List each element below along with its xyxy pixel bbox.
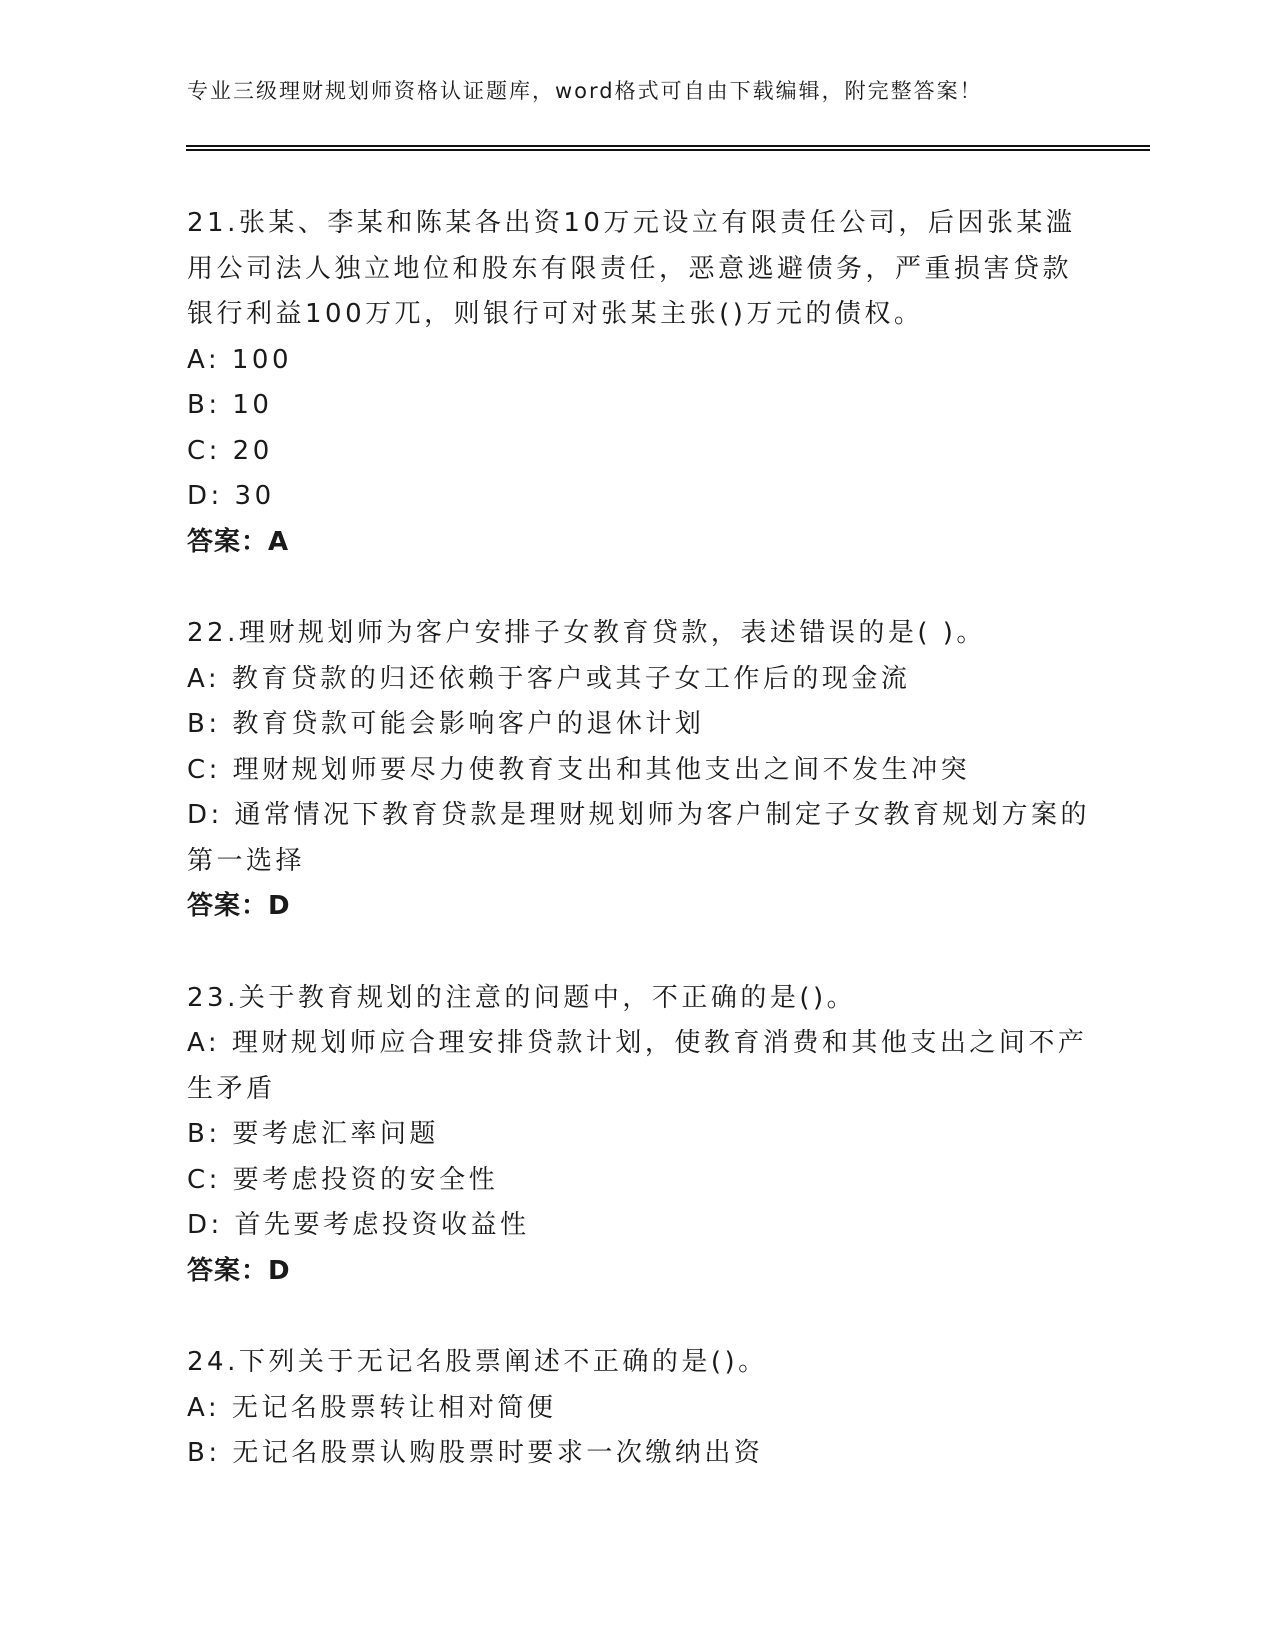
question-stem-line: 用公司法人独立地位和股东有限责任，恶意逃避债务，严重损害贷款	[187, 253, 1073, 284]
option-a-continued: 生矛盾	[187, 1073, 276, 1104]
option-d-continued: 第一选择	[187, 845, 306, 876]
option-a: A: 100	[187, 344, 292, 375]
option-d: D: 首先要考虑投资收益性	[187, 1210, 530, 1240]
question-list	[187, 201, 1091, 1523]
option-b: B: 无记名股票认购股票时要求一次缴纳出资	[187, 1438, 764, 1468]
option-b: B: 要考虑汇率问题	[187, 1119, 439, 1149]
question-22	[187, 611, 1091, 930]
question-24	[187, 1340, 1087, 1477]
question-stem-line: 23.关于教育规划的注意的问题中，不正确的是()。	[187, 982, 857, 1013]
question-stem-line: 24.下列关于无记名股票阐述不正确的是()。	[187, 1347, 768, 1377]
option-d: D: 通常情况下教育贷款是理财规划师为客户制定子女教育规划方案的	[187, 800, 1091, 830]
option-c: C: 要考虑投资的安全性	[187, 1164, 499, 1195]
answer-line: 答案：D	[187, 891, 291, 921]
question-21	[187, 201, 1087, 565]
option-b: B: 10	[187, 390, 273, 420]
option-a: A: 教育贷款的归还依赖于客户或其子女工作后的现金流	[187, 663, 911, 694]
question-stem-line: 银行利益100万兀，则银行可对张某主张()万元的债权。	[187, 299, 924, 329]
option-a: A: 理财规划师应合理安排贷款计划，使教育消费和其他支出之间不产	[187, 1028, 1088, 1058]
question-23	[187, 976, 1087, 1295]
answer-line: 答案：D	[187, 1255, 291, 1286]
option-c: C: 理财规划师要尽力使教育支出和其他支出之间不发生冲突	[187, 754, 971, 785]
option-d: D: 30	[187, 481, 275, 511]
page-header: 专业三级理财规划师资格认证题库，word格式可自由下载编辑，附完整答案！	[187, 79, 983, 103]
option-c: C: 20	[187, 435, 273, 466]
answer-line: 答案：A	[187, 526, 290, 557]
question-stem-line: 21.张某、李某和陈某各出资10万元设立有限责任公司，后因张某滥	[187, 208, 1076, 238]
option-b: B: 教育贷款可能会影响客户的退休计划	[187, 709, 705, 739]
header-divider	[186, 145, 1150, 151]
option-a: A: 无记名股票转让相对简便	[187, 1392, 557, 1423]
question-stem-line: 22.理财规划师为客户安排子女教育贷款，表述错误的是( )。	[187, 618, 986, 648]
